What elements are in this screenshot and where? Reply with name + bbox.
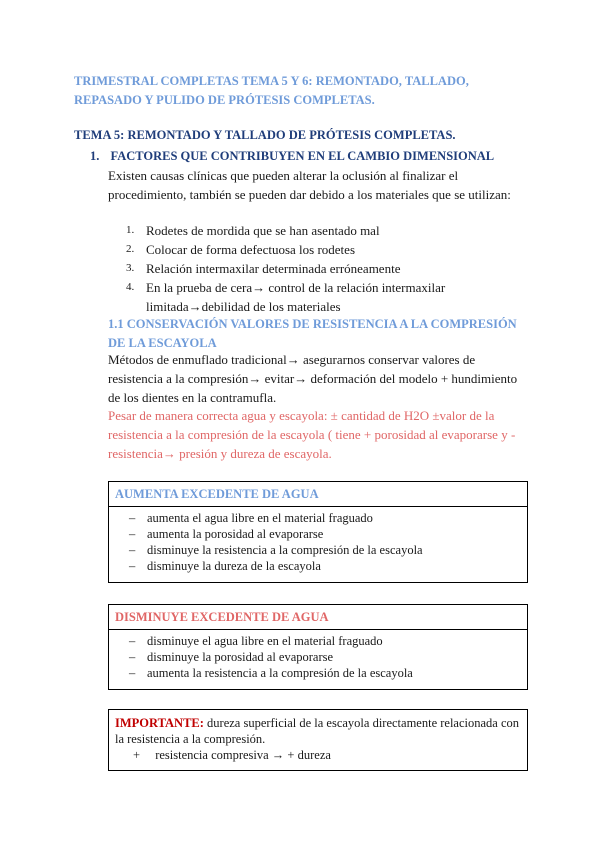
water-plaster-note: Pesar de manera correcta agua y escayola: ± cantidad de H2O ±valor de la resistencia a la compresión de la escayola ( tiene + porosidad al evaporarse y - resistencia→ presión y dureza de escayola. <box>108 408 516 461</box>
list-item-text: aumenta la porosidad al evaporarse <box>147 527 324 541</box>
list-item-text: disminuye el agua libre en el material fraguado <box>147 634 383 648</box>
box-aumenta-excedente <box>108 481 528 583</box>
list-item <box>126 221 506 240</box>
list-item: – aumenta la porosidad al evaporarse <box>129 527 324 541</box>
list-item <box>126 278 506 316</box>
box-aumenta-list <box>109 507 527 576</box>
list-item: – disminuye la dureza de la escayola <box>129 559 321 573</box>
list-item: – aumenta la resistencia a la compresión de la escayola <box>129 666 413 680</box>
box-disminuye-list <box>109 630 527 683</box>
list-item-text: Rodetes de mordida que se han asentado mal <box>146 223 380 238</box>
list-item-number: 2. <box>126 243 135 255</box>
box-importante <box>108 709 528 771</box>
list-item-text: disminuye la resistencia a la compresión de la escayola <box>147 543 423 557</box>
plus-bullet: + <box>133 748 141 762</box>
section-1-1-heading: 1.1 CONSERVACIÓN VALORES DE RESISTENCIA A LA COMPRESIÓN DE LA ESCAYOLA <box>108 317 517 350</box>
box-disminuye-title: DISMINUYE EXCEDENTE DE AGUA <box>109 605 527 630</box>
list-item: – aumenta el agua libre en el material fraguado <box>129 511 373 525</box>
document-title: TRIMESTRAL COMPLETAS TEMA 5 Y 6: REMONTADO, TALLADO, REPASADO Y PULIDO DE PRÓTESIS COMPLETAS. <box>74 74 469 107</box>
section-1-heading <box>90 149 550 164</box>
list-item-text: Colocar de forma defectuosa los rodetes <box>146 242 356 257</box>
importante-text: dureza superficial de la escayola directamente relacionada con la resistencia a la compresión. <box>115 716 520 746</box>
list-item <box>126 259 506 278</box>
list-item-text: aumenta la resistencia a la compresión de la escayola <box>147 666 413 680</box>
list-item: – disminuye el agua libre en el material fraguado <box>129 634 383 648</box>
importante-bullet-text: resistencia compresiva → + dureza <box>155 748 331 762</box>
list-item-text: Relación intermaxilar determinada erróneamente <box>146 261 401 276</box>
section-1-number: 1. <box>90 149 100 163</box>
importante-label: IMPORTANTE: <box>115 716 204 730</box>
list-item <box>126 240 506 259</box>
list-item-text: aumenta el agua libre en el material fraguado <box>147 511 373 525</box>
list-item-number: 1. <box>126 224 135 236</box>
causes-list <box>126 221 506 316</box>
list-item-text: disminuye la porosidad al evaporarse <box>147 650 334 664</box>
importante-paragraph <box>115 715 521 747</box>
list-item-text: En la prueba de cera→ control de la relación intermaxilar limitada→debilidad de los materiales <box>146 280 446 314</box>
section-1-1-paragraph: Métodos de enmuflado tradicional→ asegurarnos conservar valores de resistencia a la compresión→ evitar→ deformación del modelo + hundimiento de los dientes en la contramufla. <box>108 352 518 405</box>
importante-bullet-line <box>115 747 521 763</box>
list-item: – disminuye la resistencia a la compresión de la escayola <box>129 543 423 557</box>
list-item: – disminuye la porosidad al evaporarse <box>129 650 334 664</box>
box-aumenta-title: AUMENTA EXCEDENTE DE AGUA <box>109 482 527 507</box>
list-item-number: 3. <box>126 262 135 274</box>
section-1-intro: Existen causas clínicas que pueden alterar la oclusión al finalizar el procedimiento, también se pueden dar debido a los materiales que se utilizan: <box>108 168 511 202</box>
section-1-title: FACTORES QUE CONTRIBUYEN EN EL CAMBIO DIMENSIONAL <box>110 149 495 163</box>
list-item-text: disminuye la dureza de la escayola <box>147 559 321 573</box>
tema-title: TEMA 5: REMONTADO Y TALLADO DE PRÓTESIS COMPLETAS. <box>74 128 456 142</box>
list-item-number: 4. <box>126 281 135 293</box>
box-disminuye-excedente <box>108 604 528 690</box>
